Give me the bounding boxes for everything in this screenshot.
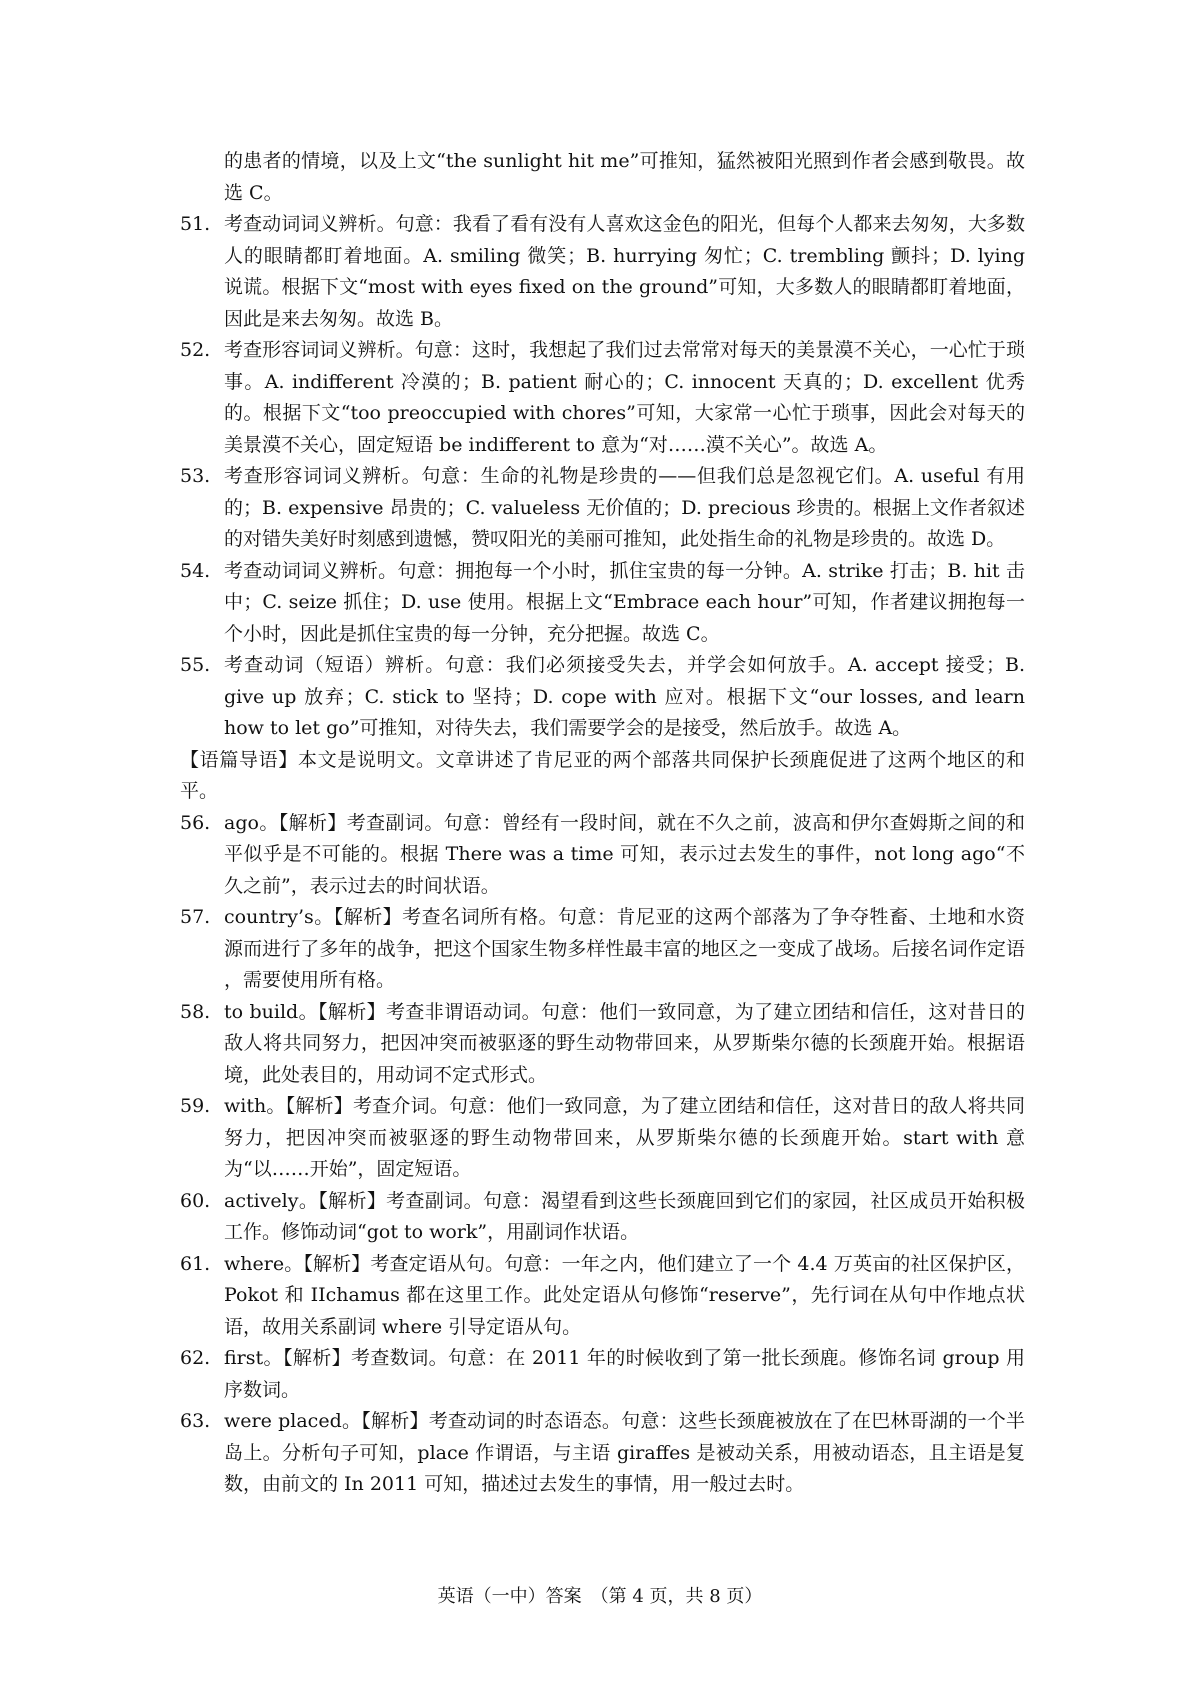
item-number: 58.	[180, 1000, 211, 1023]
item-number: 52.	[180, 339, 211, 361]
item-number: 62.	[180, 1347, 211, 1369]
continuation-text: 的患者的情境，以及上文“the sunlight hit me”可推知，猛然被阳光照到作者会感到敬畏。故选 C。	[224, 150, 1025, 204]
item-text: were placed。【解析】考查动词的时态语态。句意：这些长颈鹿被放在了在巴林哥湖的一个半岛上。分析句子可知，place 作谓语，与主语 giraffes 是被动关系，用被动语态，且主语是复数，由前文的 In 2011 可知，描述过去发生的事情，用一般过去时。	[224, 1410, 1025, 1495]
answer-item	[180, 1343, 1025, 1406]
answer-item	[180, 650, 1025, 745]
answer-item	[180, 1091, 1025, 1186]
item-number: 54.	[180, 559, 211, 582]
item-text: first。【解析】考查数词。句意：在 2011 年的时候收到了第一批长颈鹿。修饰名词 group 用序数词。	[224, 1347, 1025, 1401]
answer-item	[180, 808, 1025, 903]
answer-item	[180, 461, 1025, 556]
answer-item	[180, 1406, 1025, 1501]
item-text: actively。【解析】考查副词。句意：渴望看到这些长颈鹿回到它们的家园，社区成员开始积极工作。修饰动词“got to work”，用副词作状语。	[224, 1189, 1025, 1243]
item-number: 56.	[180, 811, 211, 834]
item-number: 59.	[180, 1095, 211, 1117]
item-text: 考查形容词词义辨析。句意：这时，我想起了我们过去常常对每天的美景漠不关心，一心忙于琐事。A. indifferent 冷漠的；B. patient 耐心的；C. innocent 天真的；D. excellent 优秀的。根据下文“too preoccupied with chores”可知，大家常一心忙于琐事，因此会对每天的美景漠不关心，固定短语 be indifferent to 意为“对……漠不关心”。故选 A。	[224, 339, 1025, 456]
answer-item	[180, 209, 1025, 335]
answer-item	[180, 335, 1025, 461]
answer-item	[180, 997, 1025, 1092]
item-number: 60.	[180, 1189, 211, 1212]
answer-item	[180, 556, 1025, 651]
answer-item	[180, 1186, 1025, 1249]
answer-item	[180, 1249, 1025, 1344]
item-text: to build。【解析】考查非谓语动词。句意：他们一致同意，为了建立团结和信任，这对昔日的敌人将共同努力，把因冲突而被驱逐的野生动物带回来，从罗斯柴尔德的长颈鹿开始。根据语境，此处表目的，用动词不定式形式。	[224, 1000, 1025, 1086]
item-number: 53.	[180, 465, 211, 487]
item-text: ago。【解析】考查副词。句意：曾经有一段时间，就在不久之前，波高和伊尔查姆斯之间的和平似乎是不可能的。根据 There was a time 可知，表示过去发生的事件，not long ago“不久之前”，表示过去的时间状语。	[224, 811, 1025, 897]
item-number: 57.	[180, 906, 211, 928]
page-content	[180, 146, 1025, 1501]
item-text: where。【解析】考查定语从句。句意：一年之内，他们建立了一个 4.4 万英亩的社区保护区，Pokot 和 IIchamus 都在这里工作。此处定语从句修饰“reserve”，先行词在从句中作地点状语，故用关系副词 where 引导定语从句。	[224, 1252, 1025, 1338]
item-text: country’s。【解析】考查名词所有格。句意：肯尼亚的这两个部落为了争夺牲畜、土地和水资源而进行了多年的战争，把这个国家生物多样性最丰富的地区之一变成了战场。后接名词作定语 ，需要使用所有格。	[224, 906, 1025, 991]
item-text: 考查动词词义辨析。句意：我看了看有没有人喜欢这金色的阳光，但每个人都来去匆匆，大多数人的眼睛都盯着地面。A. smiling 微笑；B. hurrying 匆忙；C. trembling 颤抖；D. lying 说谎。根据下文“most with eyes fixed on the ground”可知，大多数人的眼睛都盯着地面，因此是来去匆匆。故选 B。	[224, 213, 1025, 330]
item-text: 考查动词词义辨析。句意：拥抱每一个小时，抓住宝贵的每一分钟。A. strike 打击；B. hit 击中；C. seize 抓住；D. use 使用。根据上文“Embrace each hour”可知，作者建议拥抱每一个小时，因此是抓住宝贵的每一分钟，充分把握。故选 C。	[224, 559, 1025, 645]
item-number: 51.	[180, 213, 211, 235]
answer-item	[180, 902, 1025, 997]
item-text: with。【解析】考查介词。句意：他们一致同意，为了建立团结和信任，这对昔日的敌人将共同努力，把因冲突而被驱逐的野生动物带回来，从罗斯柴尔德的长颈鹿开始。start with 意为“以……开始”，固定短语。	[224, 1095, 1025, 1180]
item-text: 考查动词（短语）辨析。句意：我们必须接受失去，并学会如何放手。A. accept 接受；B. give up 放弃；C. stick to 坚持；D. cope with 应对。根据下文“our losses, and learn how to let go”可推知，对待失去，我们需要学会的是接受，然后放手。故选 A。	[224, 654, 1025, 739]
passage-guide: 【语篇导语】本文是说明文。文章讲述了肯尼亚的两个部落共同保护长颈鹿促进了这两个地区的和平。	[180, 748, 1025, 802]
item-text: 考查形容词词义辨析。句意：生命的礼物是珍贵的——但我们总是忽视它们。A. useful 有用的；B. expensive 昂贵的；C. valueless 无价值的；D. precious 珍贵的。根据上文作者叙述的对错失美好时刻感到遗憾，赞叹阳光的美丽可推知，此处指生命的礼物是珍贵的。故选 D。	[224, 465, 1025, 550]
item-number: 61.	[180, 1252, 211, 1275]
item-number: 63.	[180, 1410, 211, 1432]
item-number: 55.	[180, 654, 211, 676]
page-footer: 英语（一中）答案 （第 4 页，共 8 页）	[437, 1586, 763, 1607]
